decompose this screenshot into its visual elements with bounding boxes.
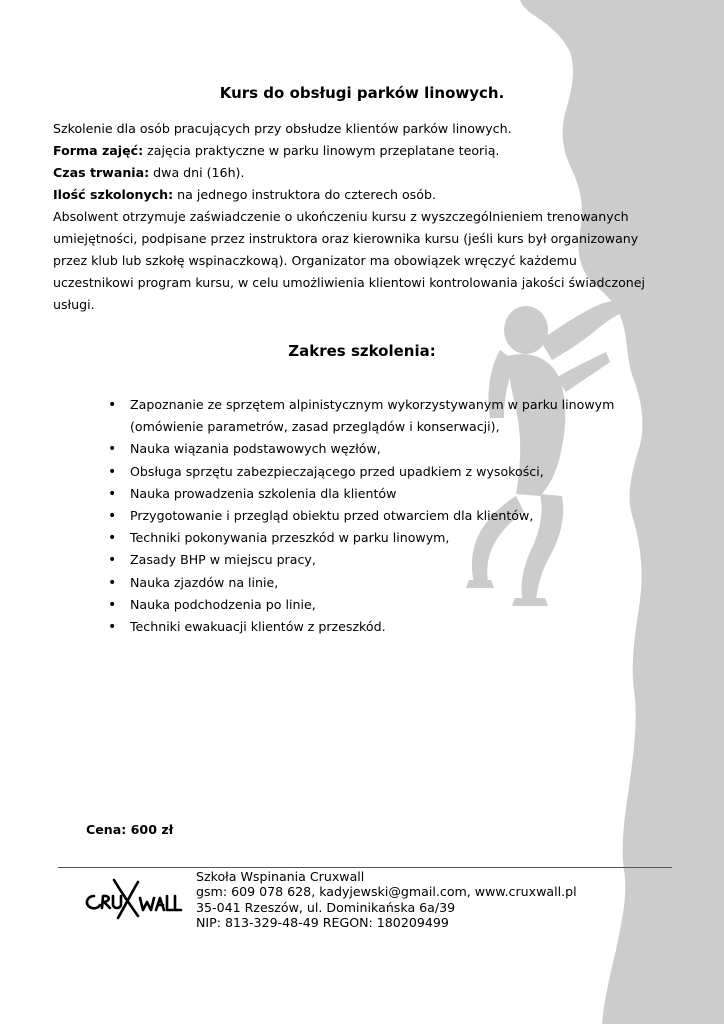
duration-line — [53, 162, 653, 184]
page-title: Kurs do obsługi parków linowych. — [219, 84, 505, 102]
tax-ids: NIP: 813-329-48-49 REGON: 180209499 — [196, 915, 449, 931]
certificate-paragraph: Absolwent otrzymuje zaświadczenie o ukończeniu kursu z wyszczególnieniem trenowanych umiejętności, podpisane przez instruktora oraz kierownika kursu (jeśli kurs był organizowany przez klub lub szkołę wspinaczkową). Organizator ma obowiązek wręczyć każdemu uczestnikowi program kursu, w celu umożliwienia klientowi kontrolowania jakości świadczonej usługi. — [53, 209, 645, 312]
list-item: • Techniki pokonywania przeszkód w parku linowym, — [108, 527, 668, 549]
list-item: • Zapoznanie ze sprzętem alpinistycznym wykorzystywanym w parku linowym (omówienie parametrów, zasad przeglądów i konserwacji), — [108, 394, 668, 438]
list-item: • Przygotowanie i przegląd obiektu przed otwarciem dla klientów, — [108, 505, 668, 527]
cruxwall-logo — [80, 876, 184, 922]
list-item: • Nauka zjazdów na linie, — [108, 572, 668, 594]
contact-info: gsm: 609 078 628, kadyjewski@gmail.com, www.cruxwall.pl — [196, 884, 577, 900]
list-item: • Obsługa sprzętu zabezpieczającego przed upadkiem z wysokości, — [108, 461, 668, 483]
address: 35-041 Rzeszów, ul. Dominikańska 6a/39 — [196, 899, 456, 915]
group-size-label: Ilość szkolonych: — [53, 187, 174, 202]
group-size-value: na jednego instruktora do czterech osób. — [173, 187, 436, 202]
footer-contact-block — [196, 869, 577, 931]
group-size-line — [53, 184, 653, 206]
course-form-line — [53, 140, 653, 162]
intro-section — [53, 118, 653, 316]
list-item: • Techniki ewakuacji klientów z przeszkód. — [108, 616, 668, 638]
price-label: Cena: 600 zł — [86, 822, 174, 837]
footer-divider — [58, 867, 672, 868]
course-form-value: zajęcia praktyczne w parku linowym przeplatane teorią. — [143, 143, 500, 158]
course-form-label: Forma zajęć: — [53, 143, 144, 158]
scope-heading: Zakres szkolenia: — [288, 342, 436, 360]
list-item: • Nauka wiązania podstawowych węzłów, — [108, 438, 668, 460]
list-item: • Zasady BHP w miejscu pracy, — [108, 549, 668, 571]
school-name: Szkoła Wspinania Cruxwall — [196, 869, 365, 884]
duration-label: Czas trwania: — [53, 165, 150, 180]
scope-list — [108, 394, 668, 638]
duration-value: dwa dni (16h). — [149, 165, 245, 180]
list-item: • Nauka podchodzenia po linie, — [108, 594, 668, 616]
intro-line: Szkolenie dla osób pracujących przy obsłudze klientów parków linowych. — [53, 121, 512, 136]
list-item: • Nauka prowadzenia szkolenia dla klientów — [108, 483, 668, 505]
